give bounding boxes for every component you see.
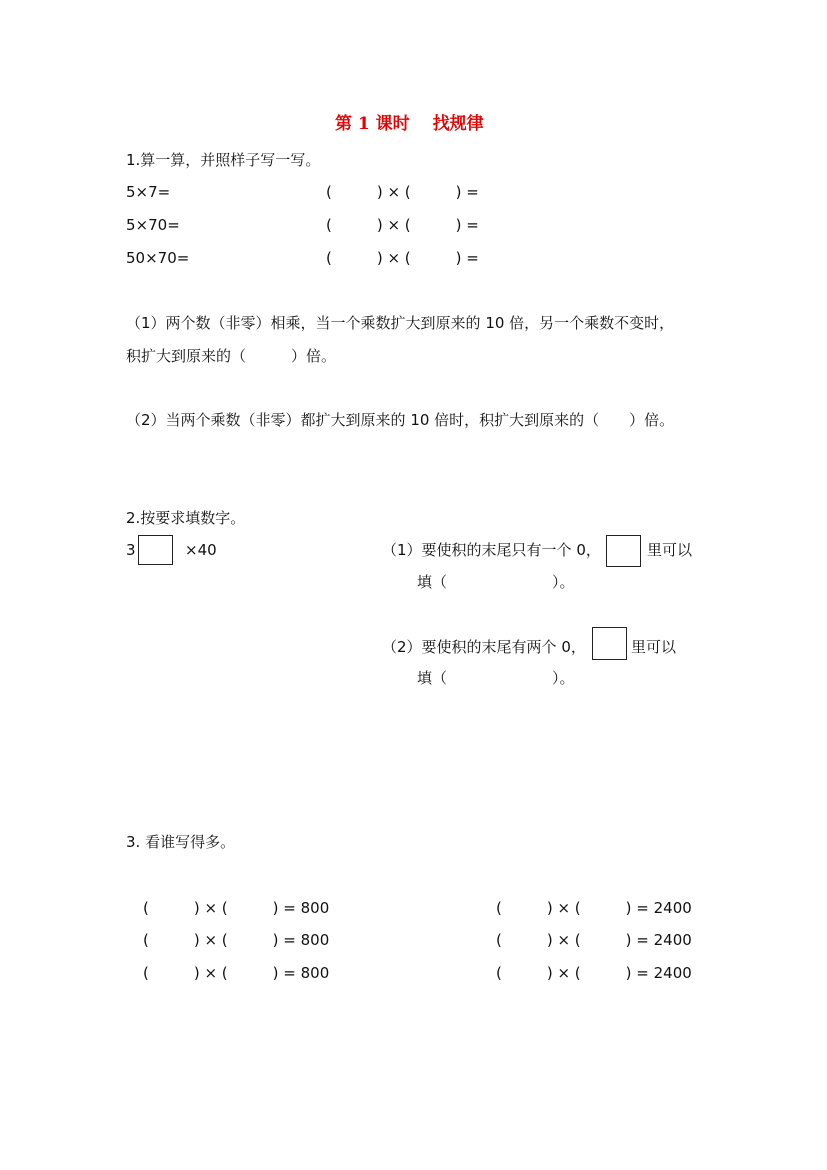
page-title: 第 1 课时 找规律 — [335, 114, 484, 134]
q3-right-row-1: ( ) × ( ) = 2400 — [496, 899, 692, 917]
question-1-heading: 1.算一算，并照样子写一写。 — [126, 151, 321, 169]
q2-expression-suffix: ×40 — [185, 541, 217, 559]
q1-row-3-answer-template: ( ) × ( ) = — [326, 249, 479, 267]
q2-sub1-line2: 填（ ）。 — [417, 573, 575, 591]
q2-sub2-answer-box[interactable] — [592, 627, 627, 660]
q2-expression-prefix: 3 — [126, 541, 136, 559]
q2-sub1-answer-box[interactable] — [606, 535, 641, 567]
q3-left-row-2: ( ) × ( ) = 800 — [143, 931, 330, 949]
q3-right-row-3: ( ) × ( ) = 2400 — [496, 964, 692, 982]
q3-left-row-3: ( ) × ( ) = 800 — [143, 964, 330, 982]
q1-row-1-answer-template: ( ) × ( ) = — [326, 183, 479, 201]
q1-row-2-expression: 5×70= — [126, 216, 180, 234]
question-2-heading: 2.按要求填数字。 — [126, 509, 246, 527]
q1-row-2-answer-template: ( ) × ( ) = — [326, 216, 479, 234]
q2-sub2-text-a: （2）要使积的末尾有两个 0， — [382, 638, 586, 656]
q1-row-3-expression: 50×70= — [126, 249, 190, 267]
q2-sub2-line2: 填（ ）。 — [417, 669, 575, 687]
q3-left-row-1: ( ) × ( ) = 800 — [143, 899, 330, 917]
q2-digit-box[interactable] — [138, 535, 173, 565]
q1-sub1-line1: （1）两个数（非零）相乘，当一个乘数扩大到原来的 10 倍，另一个乘数不变时， — [126, 314, 675, 332]
q3-right-row-2: ( ) × ( ) = 2400 — [496, 931, 692, 949]
q2-sub2-text-b: 里可以 — [631, 638, 677, 656]
q2-sub1-text-a: （1）要使积的末尾只有一个 0， — [382, 541, 601, 559]
q1-sub2: （2）当两个乘数（非零）都扩大到原来的 10 倍时，积扩大到原来的（ ）倍。 — [126, 411, 675, 429]
q2-sub1-text-b: 里可以 — [647, 541, 693, 559]
question-3-heading: 3. 看谁写得多。 — [126, 833, 236, 851]
q1-row-1-expression: 5×7= — [126, 183, 171, 201]
q1-sub1-line2: 积扩大到原来的（ ）倍。 — [126, 347, 337, 365]
